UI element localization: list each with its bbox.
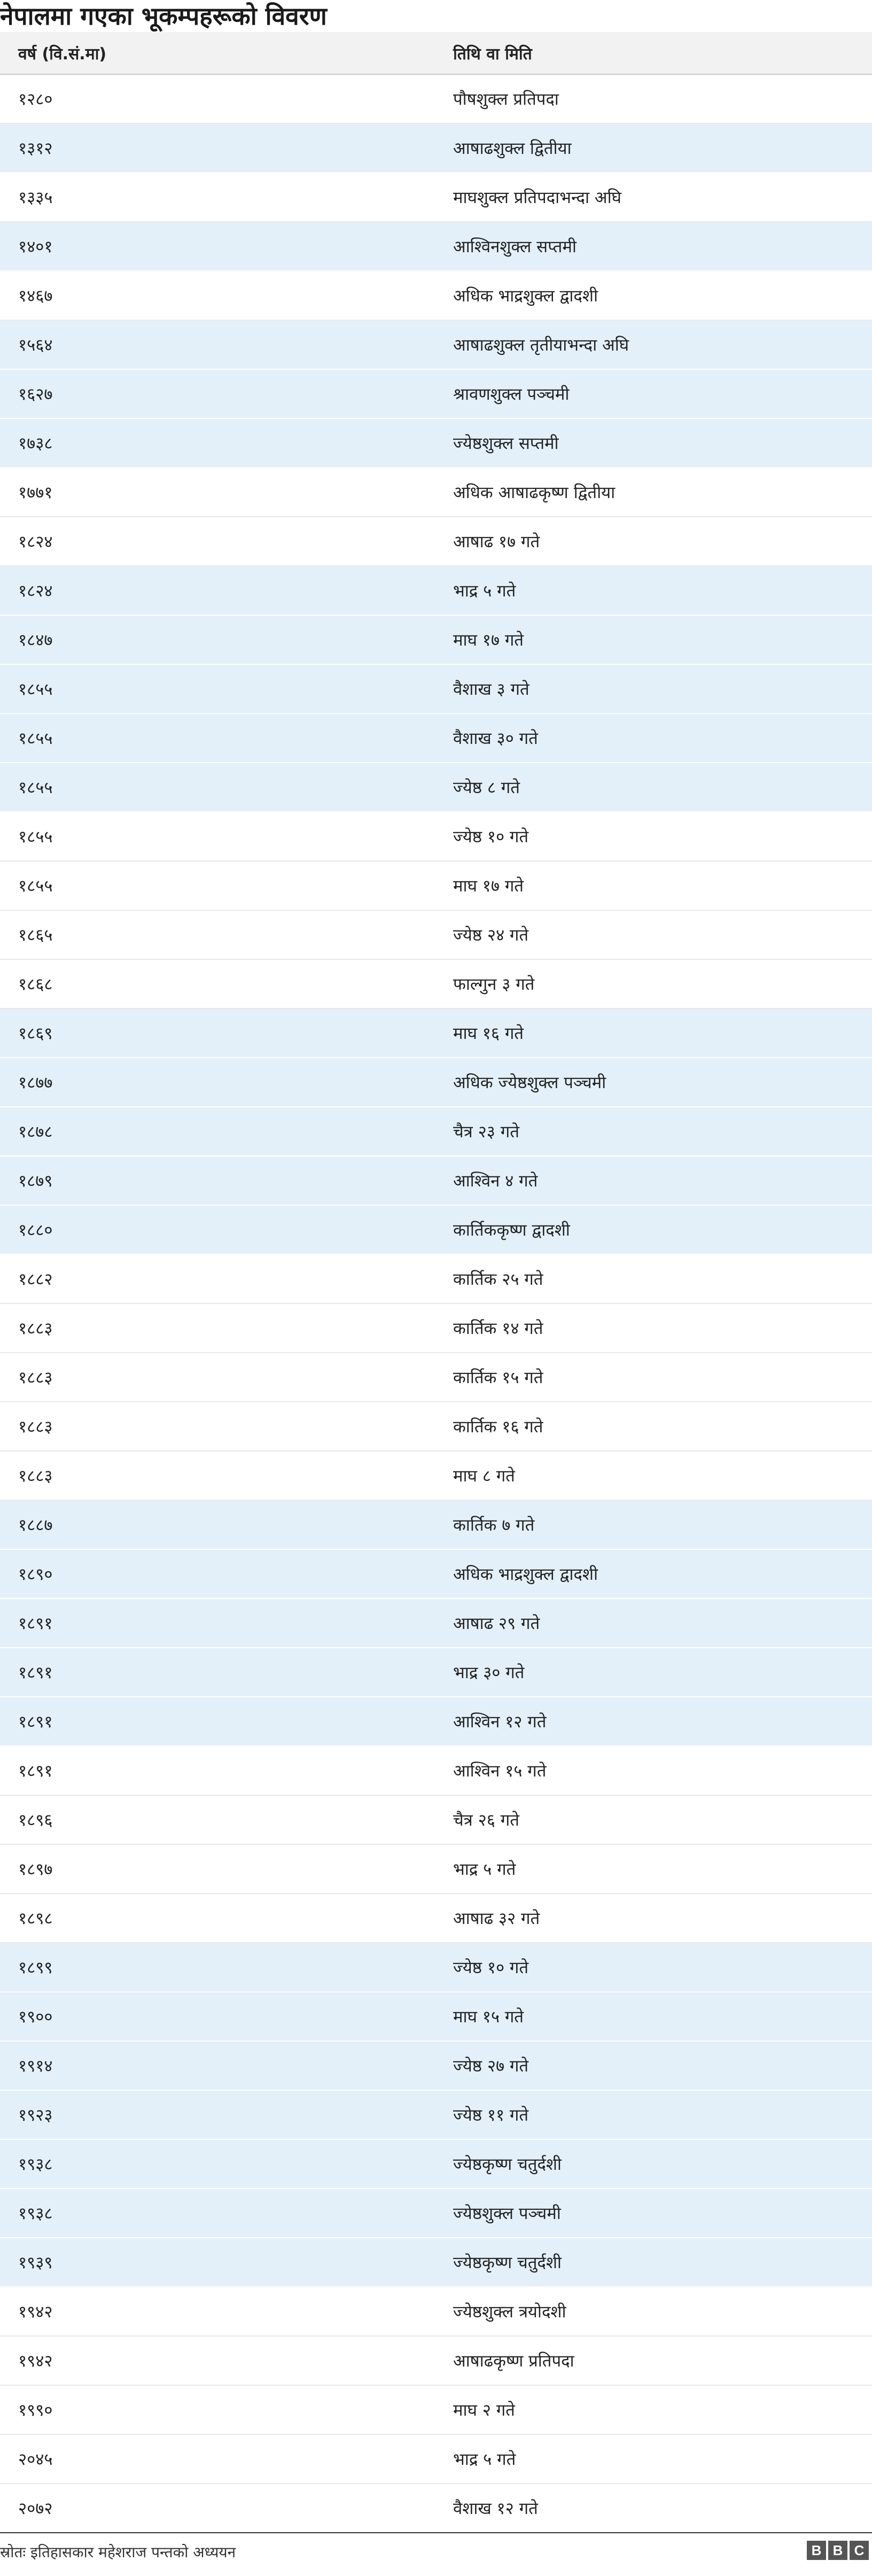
date-cell: फाल्गुन ३ गते — [453, 975, 535, 994]
bbc-logo — [807, 2541, 869, 2560]
table-header — [0, 32, 872, 75]
date-cell: माघ १७ गते — [453, 876, 524, 896]
year-cell: १८८३ — [18, 1467, 53, 1486]
date-cell: माघ २ गते — [453, 2401, 515, 2420]
year-cell: १३१२ — [18, 139, 53, 158]
year-cell: १६२७ — [18, 385, 53, 404]
table-row — [0, 911, 872, 960]
table-row — [0, 321, 872, 370]
date-cell: माघ १६ गते — [453, 1024, 524, 1043]
year-cell: १९४२ — [18, 2352, 53, 2371]
table-row — [0, 1107, 872, 1157]
year-cell: १२८० — [18, 90, 53, 109]
date-cell: ज्येष्ठ ८ गते — [453, 778, 520, 797]
table-row — [0, 1894, 872, 1943]
source-note: स्रोतः इतिहासकार महेशराज पन्तको अध्ययन — [0, 2543, 236, 2561]
table-row — [0, 173, 872, 222]
year-cell: १९३८ — [18, 2155, 53, 2174]
table-row — [0, 419, 872, 468]
year-cell: १८५५ — [18, 876, 53, 896]
table-row — [0, 468, 872, 517]
date-cell: कार्तिक १४ गते — [453, 1319, 543, 1338]
year-cell: १८९१ — [18, 1614, 53, 1633]
table-row — [0, 2189, 872, 2238]
table-row — [0, 1845, 872, 1894]
date-cell: ज्येष्ठशुक्ल पञ्चमी — [453, 2204, 561, 2223]
date-cell: श्रावणशुक्ल पञ्चमी — [453, 385, 570, 404]
year-cell: १८५५ — [18, 827, 53, 847]
date-cell: चैत्र २६ गते — [453, 1811, 519, 1830]
date-cell: माघशुक्ल प्रतिपदाभन्दा अघि — [453, 188, 621, 207]
year-cell: १८४७ — [18, 631, 53, 650]
year-cell: १८९१ — [18, 1712, 53, 1732]
date-cell: आश्विन १२ गते — [453, 1712, 547, 1732]
year-cell: २०७२ — [18, 2499, 53, 2518]
year-cell: १८९७ — [18, 1860, 53, 1879]
year-cell: १८२४ — [18, 581, 53, 601]
table-row — [0, 812, 872, 862]
table-row — [0, 616, 872, 665]
year-cell: १४६७ — [18, 286, 53, 306]
logo-letter: B — [828, 2541, 847, 2560]
year-cell: १८९१ — [18, 1762, 53, 1781]
year-cell: १८२४ — [18, 532, 53, 552]
date-cell: ज्येष्ठ १० गते — [453, 1958, 529, 1977]
table-row — [0, 1206, 872, 1255]
table-row — [0, 271, 872, 321]
logo-letter: C — [850, 2541, 869, 2560]
date-cell: कार्तिक १५ गते — [453, 1368, 543, 1387]
date-cell: ज्येष्ठशुक्ल त्रयोदशी — [453, 2302, 566, 2322]
table-row — [0, 2337, 872, 2386]
date-cell: माघ १७ गते — [453, 631, 524, 650]
table-row — [0, 1550, 872, 1599]
table-row — [0, 124, 872, 173]
header-date: तिथि वा मिति — [453, 44, 532, 64]
year-cell: १९१४ — [18, 2057, 53, 2076]
table-row — [0, 2042, 872, 2091]
date-cell: ज्येष्ठकृष्ण चतुर्दशी — [453, 2155, 562, 2174]
year-cell: १९३९ — [18, 2253, 53, 2272]
date-cell: भाद्र ५ गते — [453, 2450, 516, 2469]
date-cell: ज्येष्ठशुक्ल सप्तमी — [453, 434, 559, 453]
earthquake-table — [0, 32, 872, 2533]
year-cell: १८९८ — [18, 1909, 53, 1928]
date-cell: चैत्र २३ गते — [453, 1122, 519, 1142]
table-row — [0, 1304, 872, 1353]
date-cell: अधिक भाद्रशुक्ल द्वादशी — [453, 1565, 598, 1584]
table-row — [0, 1452, 872, 1501]
year-cell: १९९० — [18, 2401, 53, 2420]
date-cell: ज्येष्ठ १० गते — [453, 827, 529, 847]
date-cell: आश्विन १५ गते — [453, 1762, 547, 1781]
table-row — [0, 370, 872, 419]
year-cell: १९४२ — [18, 2302, 53, 2322]
table-body — [0, 75, 872, 2533]
date-cell: ज्येष्ठकृष्ण चतुर्दशी — [453, 2253, 562, 2272]
year-cell: १५६४ — [18, 336, 53, 355]
date-cell: ज्येष्ठ २४ गते — [453, 926, 529, 945]
table-row — [0, 1992, 872, 2042]
date-cell: कार्तिककृष्ण द्वादशी — [453, 1221, 570, 1240]
header-year: वर्ष (वि.सं.मा) — [18, 44, 107, 64]
date-cell: आश्विनशुक्ल सप्तमी — [453, 237, 577, 257]
year-cell: १३३५ — [18, 188, 53, 207]
year-cell: १८९१ — [18, 1663, 53, 1682]
year-cell: १८६९ — [18, 1024, 53, 1043]
table-row — [0, 1058, 872, 1107]
table-row — [0, 1747, 872, 1796]
table-row — [0, 1599, 872, 1648]
year-cell: १७७१ — [18, 483, 53, 502]
year-cell: १७३८ — [18, 434, 53, 453]
year-cell: १८५५ — [18, 680, 53, 699]
date-cell: अधिक भाद्रशुक्ल द्वादशी — [453, 286, 598, 306]
year-cell: १९३८ — [18, 2204, 53, 2223]
date-cell: आषाढ ३२ गते — [453, 1909, 540, 1928]
year-cell: १८९० — [18, 1565, 53, 1584]
year-cell: १८८३ — [18, 1368, 53, 1387]
table-row — [0, 517, 872, 567]
date-cell: वैशाख १२ गते — [453, 2499, 538, 2518]
date-cell: कार्तिक २५ गते — [453, 1270, 543, 1289]
table-row — [0, 2386, 872, 2435]
table-row — [0, 1697, 872, 1747]
table-row — [0, 1501, 872, 1550]
table-row — [0, 567, 872, 616]
year-cell: १८८३ — [18, 1319, 53, 1338]
page-title: नेपालमा गएका भूकम्पहरूको विवरण — [0, 2, 327, 30]
date-cell: अधिक आषाढकृष्ण द्वितीया — [453, 483, 616, 502]
table-row — [0, 1796, 872, 1845]
table-row — [0, 1009, 872, 1058]
year-cell: १९२३ — [18, 2106, 53, 2125]
year-cell: २०४५ — [18, 2450, 53, 2469]
table-row — [0, 1943, 872, 1992]
year-cell: १४०१ — [18, 237, 53, 257]
year-cell: १८८० — [18, 1221, 53, 1240]
date-cell: भाद्र ५ गते — [453, 581, 516, 601]
date-cell: वैशाख ३० गते — [453, 729, 538, 748]
footer-divider — [0, 2532, 872, 2533]
year-cell: १८८२ — [18, 1270, 53, 1289]
table-row — [0, 2238, 872, 2287]
table-row — [0, 222, 872, 271]
year-cell: १८७८ — [18, 1122, 53, 1142]
date-cell: भाद्र ३० गते — [453, 1663, 525, 1682]
table-row — [0, 2484, 872, 2533]
date-cell: कार्तिक १६ गते — [453, 1417, 543, 1437]
date-cell: माघ १५ गते — [453, 2007, 524, 2027]
table-row — [0, 1157, 872, 1206]
year-cell: १८६८ — [18, 975, 53, 994]
table-row — [0, 2140, 872, 2189]
table-row — [0, 960, 872, 1009]
table-row — [0, 714, 872, 763]
date-cell: भाद्र ५ गते — [453, 1860, 516, 1879]
date-cell: अधिक ज्येष्ठशुक्ल पञ्चमी — [453, 1073, 606, 1092]
year-cell: १८५५ — [18, 778, 53, 797]
date-cell: आषाढकृष्ण प्रतिपदा — [453, 2352, 574, 2371]
table-row — [0, 763, 872, 812]
year-cell: १८८३ — [18, 1417, 53, 1437]
date-cell: आषाढ २९ गते — [453, 1614, 540, 1633]
year-cell: १८५५ — [18, 729, 53, 748]
year-cell: १८९६ — [18, 1811, 53, 1830]
year-cell: १८९९ — [18, 1958, 53, 1977]
year-cell: १९०० — [18, 2007, 53, 2027]
year-cell: १८७७ — [18, 1073, 53, 1092]
date-cell: पौषशुक्ल प्रतिपदा — [453, 90, 559, 109]
table-row — [0, 1648, 872, 1697]
table-row — [0, 2287, 872, 2337]
logo-letter: B — [807, 2541, 826, 2560]
table-row — [0, 1402, 872, 1452]
year-cell: १८८७ — [18, 1516, 53, 1535]
year-cell: १८७९ — [18, 1171, 53, 1191]
table-row — [0, 1353, 872, 1402]
date-cell: आषाढ १७ गते — [453, 532, 540, 552]
table-row — [0, 75, 872, 124]
table-row — [0, 2091, 872, 2140]
date-cell: आषाढशुक्ल द्वितीया — [453, 139, 572, 158]
table-row — [0, 1255, 872, 1304]
date-cell: आश्विन ४ गते — [453, 1171, 538, 1191]
date-cell: ज्येष्ठ ११ गते — [453, 2106, 529, 2125]
table-row — [0, 862, 872, 911]
year-cell: १८६५ — [18, 926, 53, 945]
date-cell: कार्तिक ७ गते — [453, 1516, 535, 1535]
table-row — [0, 2435, 872, 2484]
date-cell: ज्येष्ठ २७ गते — [453, 2057, 529, 2076]
table-row — [0, 665, 872, 714]
date-cell: वैशाख ३ गते — [453, 680, 530, 699]
date-cell: माघ ८ गते — [453, 1467, 515, 1486]
date-cell: आषाढशुक्ल तृतीयाभन्दा अघि — [453, 336, 629, 355]
